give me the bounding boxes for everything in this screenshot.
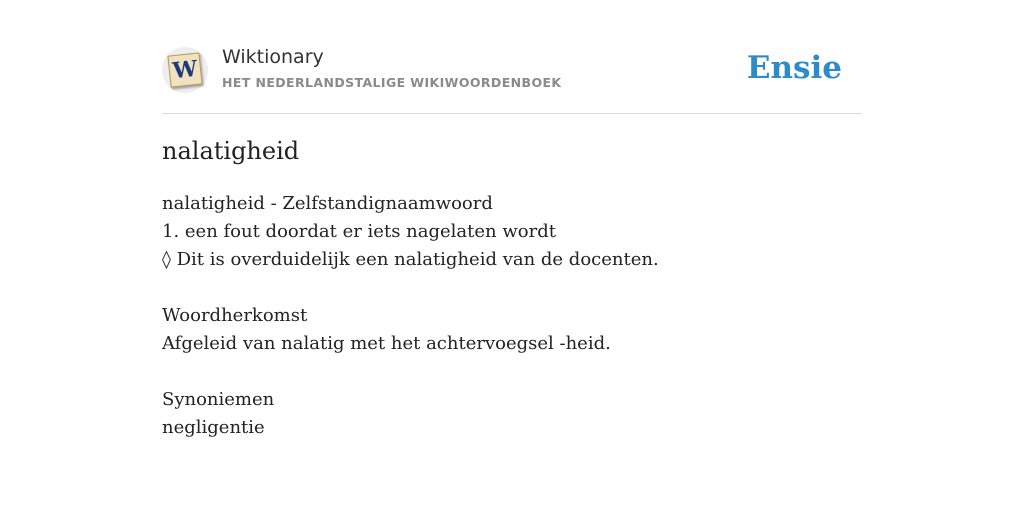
wiktionary-logo[interactable] [162,47,208,93]
letter-tile-icon [167,52,202,87]
ensie-brand-link[interactable]: Ensie [746,50,842,86]
etymology-text: Afgeleid van nalatig met het achtervoegsel -heid. [162,333,611,354]
synonyms-heading: Synoniemen [162,389,275,410]
spacer [162,274,862,302]
entry-body [162,190,862,442]
etymology-heading: Woordherkomst [162,305,308,326]
part-of-speech-line: nalatigheid - Zelfstandignaamwoord [162,193,493,214]
example-line: ◊ Dit is overduidelijk een nalatigheid van de docenten. [162,249,659,270]
logo-letter: W [171,55,199,85]
site-tagline: HET NEDERLANDSTALIGE WIKIWOORDENBOEK [222,75,562,90]
page-content [162,0,862,438]
synonyms-text: negligentie [162,417,265,438]
spacer [162,358,862,386]
site-name[interactable]: Wiktionary [222,46,324,68]
definition-line: 1. een fout doordat er iets nagelaten wordt [162,221,556,242]
site-header [162,0,862,114]
page-title: nalatigheid [162,137,300,165]
